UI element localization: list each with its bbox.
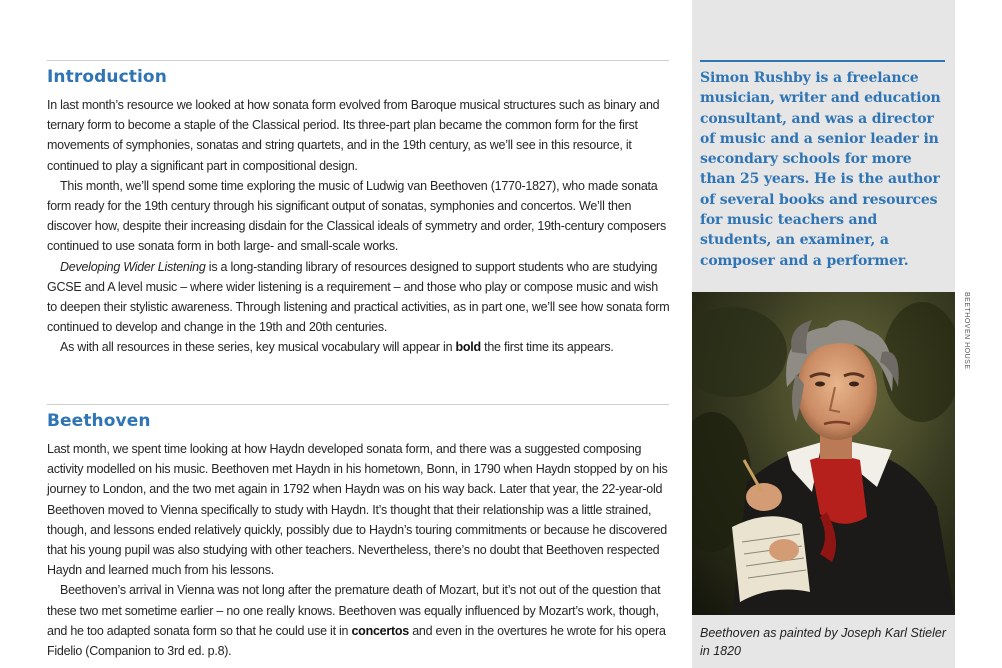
beethoven-paragraph-1: Last month, we spent time looking at how Haydn developed sonata form, and there was a suggested composing activity modelled on his music. Beethoven met Haydn in his hometown, Bonn, in 1790 when Haydn stopped by on his journey to London, and the two met again in 1792 when Haydn was on his way back. Later that year, the 22-year-old Beethoven moved to Vienna specifically to study with Haydn. It’s thought that their relationship was a little strained, though, and lessons ended relatively quickly, possibly due to Haydn’s touring commitments or because he discovered that his young pupil was also studying with other teachers. Nevertheless, there’s no doubt that Beethoven respected Haydn and learned much from his lessons. (47, 442, 668, 578)
beethoven-paragraph-2 (47, 580, 671, 661)
intro-paragraph-4-end: the first time its appears. (480, 340, 614, 355)
series-title: Developing Wider Listening (60, 259, 206, 274)
intro-top-rule (47, 60, 669, 61)
intro-paragraph-2: This month, we’ll spend some time exploring the music of Ludwig van Beethoven (1770-1827), who made sonata form ready for the 19th century through his significant output of sonatas, symphonies and concertos. We’ll then discover how, despite their increasing disdain for the Classical ideals of symmetry and order, 19th-century composers continued to use sonata form in both large- and small-scale works. (47, 178, 666, 254)
intro-paragraph-3-text: is a long-standing library of resources designed to support students who are studying GCSE and A level music – where wider listening is a requirement – and those who play or compose music and wish to deepen their stylistic awareness. Through listening and practical activities, as in part one, we’ll see how sonata form continued to develop and change in the 19th and 20th centuries. (47, 259, 670, 335)
bold-term: bold (455, 340, 481, 355)
photo-credit: BEETHOVEN HOUSE (963, 292, 970, 370)
intro-paragraph-4-text: As with all resources in these series, key musical vocabulary will appear in (60, 340, 456, 355)
beethoven-body (47, 439, 671, 661)
introduction-body (47, 95, 671, 358)
beethoven-paragraph-2-end: and even in the overtures he wrote for his opera Fidelio (Companion to 3rd ed. p.8). (47, 623, 666, 659)
beethoven-heading: Beethoven (47, 411, 151, 431)
introduction-heading: Introduction (47, 67, 167, 87)
intro-paragraph-4 (47, 337, 671, 357)
author-bio: Simon Rushby is a freelance musician, writer and education consultant, and was a director of music and a senior leader in secondary schools for more than 25 years. He is the author of several books and resources for music teachers and students, an examiner, a composer and a performer. (700, 70, 941, 269)
intro-paragraph-3 (47, 257, 671, 338)
beethoven-top-rule (47, 404, 669, 405)
beethoven-paragraph-2-text: Beethoven’s arrival in Vienna was not long after the premature death of Mozart, but it’s not out of the question that these two met sometime earlier – no one really knows. Beethoven was equally influenced by Mozart’s work, though, and he too adapted sonata form so that he could use it in (47, 583, 661, 638)
portrait-caption: Beethoven as painted by Joseph Karl Stieler in 1820 (700, 626, 946, 658)
sidebar-rule (700, 60, 945, 62)
bold-term: concertos (351, 623, 409, 638)
beethoven-portrait (692, 292, 955, 615)
intro-paragraph-1: In last month’s resource we looked at how sonata form evolved from Baroque musical structures such as binary and ternary form to become a staple of the Classical period. Its three-part plan became the common form for the first movements of symphonies, sonatas and string quartets, and in the 19th century, as we’ll see in this resource, it continued to play a significant part in compositional design. (47, 98, 660, 173)
